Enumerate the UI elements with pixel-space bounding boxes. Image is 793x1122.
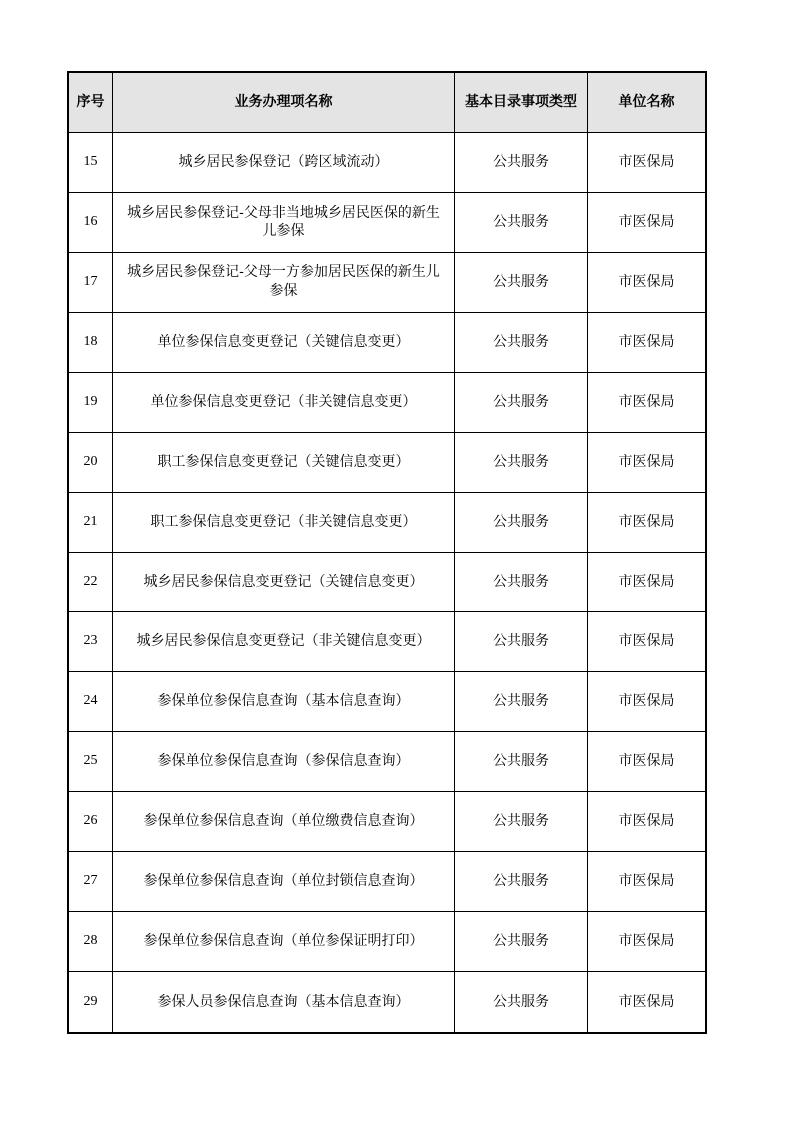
cell-item-type: 公共服务 (455, 672, 588, 732)
header-no: 序号 (69, 73, 113, 133)
cell-item-name: 城乡居民参保登记-父母非当地城乡居民医保的新生儿参保 (113, 193, 455, 253)
cell-unit: 市医保局 (588, 912, 705, 972)
cell-item-type: 公共服务 (455, 912, 588, 972)
cell-unit: 市医保局 (588, 852, 705, 912)
cell-item-name: 城乡居民参保登记-父母一方参加居民医保的新生儿参保 (113, 253, 455, 313)
cell-unit: 市医保局 (588, 253, 705, 313)
cell-item-name: 城乡居民参保信息变更登记（关键信息变更） (113, 553, 455, 613)
cell-no: 16 (69, 193, 113, 253)
cell-no: 27 (69, 852, 113, 912)
cell-no: 29 (69, 972, 113, 1032)
cell-unit: 市医保局 (618, 993, 675, 1010)
cell-unit: 市医保局 (588, 732, 705, 792)
cell-no: 26 (69, 792, 113, 852)
cell-unit: 市医保局 (588, 792, 705, 852)
cell-unit: 市医保局 (588, 612, 705, 672)
cell-item-type: 公共服务 (455, 732, 588, 792)
cell-item-name: 参保人员参保信息查询（基本信息查询） (113, 972, 455, 1032)
cell-item-type: 公共服务 (455, 193, 588, 253)
cell-no: 28 (69, 912, 113, 972)
cell-item-type: 公共服务 (455, 972, 588, 1032)
cell-unit: 市医保局 (588, 133, 705, 193)
cell-unit: 市医保局 (588, 493, 705, 553)
cell-item-type: 公共服务 (455, 493, 588, 553)
cell-item-name: 参保单位参保信息查询（单位封锁信息查询） (113, 852, 455, 912)
cell-item-name: 城乡居民参保登记（跨区域流动） (113, 133, 455, 193)
cell-no: 18 (69, 313, 113, 373)
cell-item-name: 参保单位参保信息查询（参保信息查询） (113, 732, 455, 792)
cell-unit: 市医保局 (588, 193, 705, 253)
cell-no: 15 (69, 133, 113, 193)
cell-unit: 市医保局 (588, 553, 705, 613)
cell-item-name: 单位参保信息变更登记（非关键信息变更） (113, 373, 455, 433)
cell-item-type: 公共服务 (455, 553, 588, 613)
cell-no: 17 (69, 253, 113, 313)
cell-item-type: 公共服务 (455, 313, 588, 373)
cell-item-type: 公共服务 (455, 133, 588, 193)
cell-item-type: 公共服务 (455, 852, 588, 912)
cell-item-type: 公共服务 (455, 253, 588, 313)
cell-unit: 市医保局 (588, 373, 705, 433)
cell-item-name: 单位参保信息变更登记（关键信息变更） (113, 313, 455, 373)
cell-item-type: 公共服务 (455, 612, 588, 672)
cell-item-name: 参保单位参保信息查询（基本信息查询） (113, 672, 455, 732)
cell-item-name: 城乡居民参保信息变更登记（非关键信息变更） (113, 612, 455, 672)
cell-item-name: 参保单位参保信息查询（单位参保证明打印） (113, 912, 455, 972)
header-item-name: 业务办理项名称 (113, 73, 455, 133)
cell-no: 23 (69, 612, 113, 672)
cell-item-name: 职工参保信息变更登记（关键信息变更） (113, 433, 455, 493)
cell-item-type: 公共服务 (455, 433, 588, 493)
header-item-type: 基本目录事项类型 (455, 73, 588, 133)
cell-unit: 市医保局 (588, 433, 705, 493)
cell-no: 20 (69, 433, 113, 493)
cell-no: 19 (69, 373, 113, 433)
cell-no: 25 (69, 732, 113, 792)
header-unit: 单位名称 (588, 73, 705, 133)
cell-item-name: 职工参保信息变更登记（非关键信息变更） (113, 493, 455, 553)
cell-unit: 市医保局 (588, 313, 705, 373)
cell-no: 22 (69, 553, 113, 613)
cell-item-type: 公共服务 (455, 792, 588, 852)
cell-no: 21 (69, 493, 113, 553)
cell-item-type: 公共服务 (455, 373, 588, 433)
cell-unit: 市医保局 (588, 672, 705, 732)
cell-no: 24 (69, 672, 113, 732)
cell-item-name: 参保单位参保信息查询（单位缴费信息查询） (113, 792, 455, 852)
services-table (67, 71, 707, 1034)
